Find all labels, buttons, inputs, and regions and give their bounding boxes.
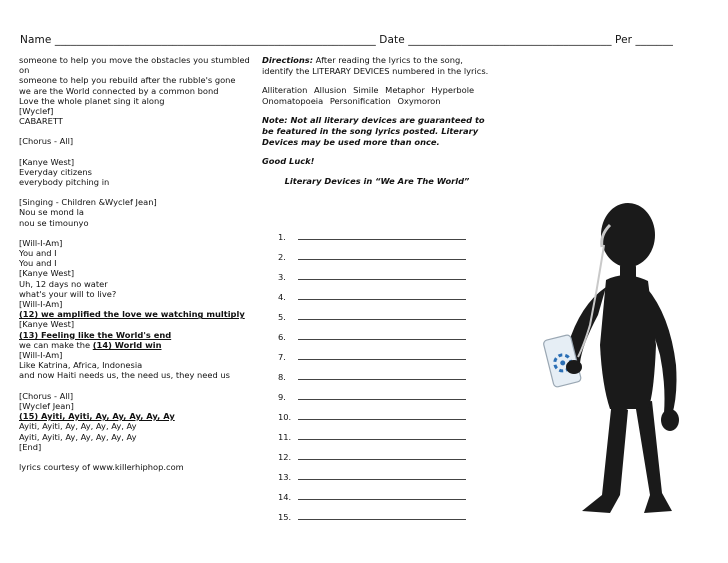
- answer-row[interactable]: [278, 232, 466, 242]
- answer-row[interactable]: [278, 512, 466, 522]
- device-term: Simile: [353, 85, 379, 96]
- answer-row[interactable]: [278, 292, 466, 302]
- lyric-line: Nou se mond la: [19, 207, 84, 218]
- answer-number: 10.: [278, 412, 292, 422]
- lyric-line: Ayiti, Ayiti, Ay, Ay, Ay, Ay, Ay: [19, 421, 137, 432]
- answer-row[interactable]: [278, 332, 466, 342]
- answer-row[interactable]: [278, 472, 466, 482]
- answer-blank[interactable]: [298, 233, 466, 240]
- device-term: Personification: [329, 95, 391, 106]
- date-label: Date: [379, 34, 405, 46]
- lyric-line: [End]: [19, 441, 42, 452]
- lyric-line: [Wyclef]: [19, 106, 54, 117]
- lyric-line: [Chorus - All]: [19, 136, 74, 147]
- header-line: [20, 34, 710, 46]
- device-term: Allusion: [313, 85, 347, 96]
- directions: [262, 55, 492, 76]
- answer-blank[interactable]: [298, 473, 466, 480]
- numbered-lyric-15: (15) Ayiti, Ayiti, Ay, Ay, Ay, Ay, Ay: [19, 411, 175, 422]
- figure-right-hand: [661, 409, 679, 431]
- answer-number: 7.: [278, 352, 286, 362]
- answer-row[interactable]: [278, 372, 466, 382]
- answer-blank[interactable]: [298, 393, 466, 400]
- answer-row[interactable]: [278, 392, 466, 402]
- answer-blank[interactable]: [298, 293, 466, 300]
- numbered-lyric-12: (12) we amplified the love we watching multiply: [19, 309, 245, 320]
- device-term: Oxymoron: [397, 95, 441, 106]
- note: Note: Not all literary devices are guaranteed to be featured in the song lyrics posted. Literary Devices may be used more than once.: [262, 115, 485, 147]
- answer-blank[interactable]: [298, 273, 466, 280]
- answer-number: 13.: [278, 472, 292, 482]
- lyric-line: Uh, 12 days no water: [19, 278, 108, 289]
- answer-row[interactable]: [278, 492, 466, 502]
- answer-blank[interactable]: [298, 513, 466, 520]
- answer-blank[interactable]: [298, 253, 466, 260]
- lyric-line: CABARETT: [19, 116, 63, 127]
- lyric-line: [Kanye West]: [19, 268, 75, 279]
- per-blank[interactable]: _______: [635, 34, 673, 46]
- lyric-line: You and I: [19, 258, 57, 269]
- lyric-line: on: [19, 65, 30, 76]
- lyric-line: [Will-I-Am]: [19, 237, 63, 248]
- answer-number: 9.: [278, 392, 286, 402]
- lyric-line: [Will-I-Am]: [19, 299, 63, 310]
- lyrics-column: [19, 55, 251, 472]
- lyric-line: we can make the: [19, 339, 93, 350]
- device-term: Alliteration: [262, 85, 308, 96]
- figure-left-leg: [582, 400, 628, 513]
- lyric-line: [Chorus - All]: [19, 390, 74, 401]
- answer-number: 14.: [278, 492, 292, 502]
- lyric-line: [Singing - Children &Wyclef Jean]: [19, 197, 157, 208]
- lyric-line: [Will-I-Am]: [19, 350, 63, 361]
- lyric-line: Like Katrina, Africa, Indonesia: [19, 360, 143, 371]
- lyric-line: You and I: [19, 248, 57, 259]
- lyric-line: everybody pitching in: [19, 177, 110, 188]
- numbered-lyric-13: (13) Feeling like the World's end: [19, 329, 172, 340]
- answer-number: 11.: [278, 432, 292, 442]
- lyric-line: someone to help you rebuild after the rubble's gone: [19, 75, 236, 86]
- answer-row[interactable]: [278, 432, 466, 442]
- lyric-line: we are the World connected by a common bond: [19, 85, 219, 96]
- name-label: Name: [20, 34, 52, 46]
- answer-blank[interactable]: [298, 493, 466, 500]
- stick-figure-illustration: [540, 195, 715, 525]
- lyric-line: Everyday citizens: [19, 166, 92, 177]
- directions-label: Directions:: [262, 55, 314, 65]
- good-luck: Good Luck!: [262, 156, 315, 167]
- per-label: Per: [615, 34, 633, 46]
- lyric-line: [Wyclef Jean]: [19, 400, 74, 411]
- answer-blank[interactable]: [298, 413, 466, 420]
- answer-number: 3.: [278, 272, 286, 282]
- answer-blank[interactable]: [298, 453, 466, 460]
- lyric-line: nou se timounyo: [19, 217, 89, 228]
- answer-number: 4.: [278, 292, 286, 302]
- answer-blank[interactable]: [298, 433, 466, 440]
- answer-blank[interactable]: [298, 373, 466, 380]
- date-blank[interactable]: ______________________________________: [408, 34, 612, 46]
- answer-number: 6.: [278, 332, 286, 342]
- figure-left-hand: [566, 360, 582, 374]
- answer-row[interactable]: [278, 252, 466, 262]
- lyric-line: and now Haiti needs us, the need us, they need us: [19, 370, 230, 381]
- answer-number: 2.: [278, 252, 286, 262]
- lyric-line: someone to help you move the obstacles you stumbled: [19, 55, 250, 65]
- directions-text: After reading the lyrics to the song, identify the LITERARY DEVICES numbered in the lyrics.: [262, 55, 489, 76]
- name-blank[interactable]: ____________________________________________________________: [54, 34, 376, 46]
- answer-row[interactable]: [278, 412, 466, 422]
- numbered-lyric-14: (14) World win: [92, 339, 162, 350]
- lyric-line: Ayiti, Ayiti, Ay, Ay, Ay, Ay, Ay: [19, 431, 137, 442]
- answer-number: 12.: [278, 452, 292, 462]
- answer-number: 5.: [278, 312, 286, 322]
- lyric-line: [Kanye West]: [19, 319, 75, 330]
- answer-blank[interactable]: [298, 333, 466, 340]
- lyrics-credit: lyrics courtesy of www.killerhiphop.com: [19, 461, 184, 472]
- answer-blank[interactable]: [298, 313, 466, 320]
- lyric-line: what's your will to live?: [19, 288, 117, 299]
- answers-title: Literary Devices in “We Are The World”: [284, 175, 470, 186]
- answer-blank[interactable]: [298, 353, 466, 360]
- instructions-column: [262, 55, 492, 186]
- answer-row[interactable]: [278, 312, 466, 322]
- answer-number: 8.: [278, 372, 286, 382]
- lyric-line: Love the whole planet sing it along: [19, 95, 165, 106]
- device-term: Metaphor: [385, 85, 425, 96]
- device-term: Hyperbole: [431, 85, 475, 96]
- device-word-bank: [262, 85, 492, 106]
- answer-row[interactable]: [278, 272, 466, 282]
- device-term: Onomatopoeia: [262, 95, 324, 106]
- answer-row[interactable]: [278, 352, 466, 362]
- answer-row[interactable]: [278, 452, 466, 462]
- figure-head: [601, 203, 655, 267]
- answer-number: 1.: [278, 232, 286, 242]
- lyric-line: [Kanye West]: [19, 156, 75, 167]
- answer-number: 15.: [278, 512, 292, 522]
